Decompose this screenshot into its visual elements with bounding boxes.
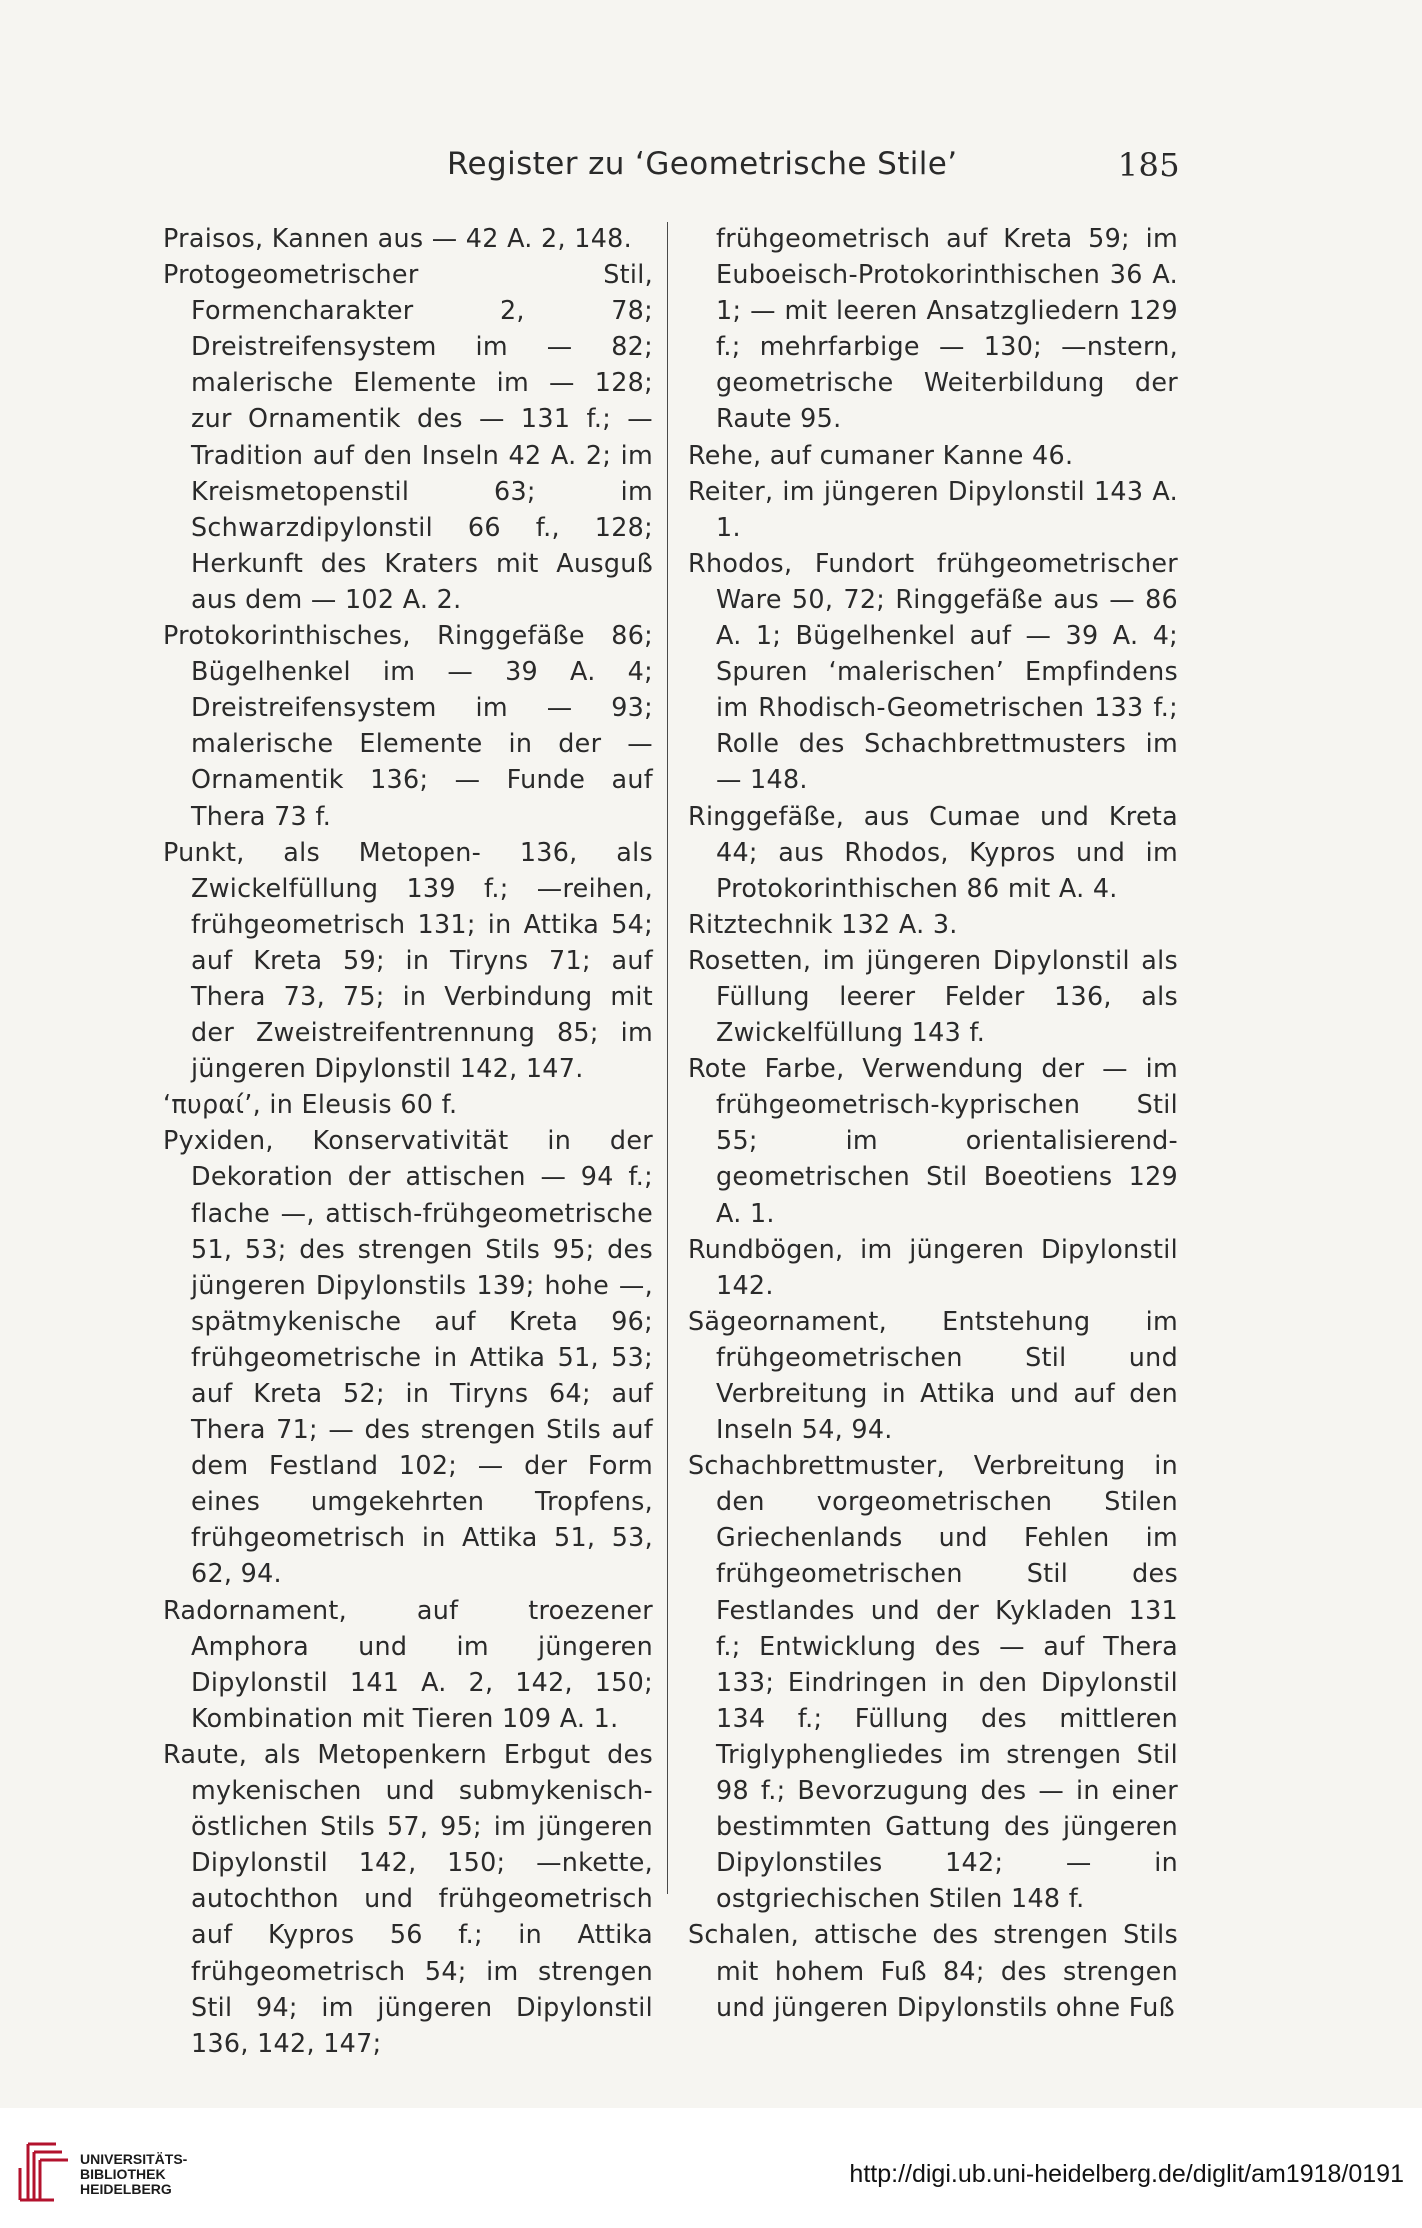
index-entry: Rote Farbe, Verwendung der — im frühgeometrisch-kyprischen Stil 55; im orientalisierend-geometrischen Stil Boeotiens 129 A. 1. bbox=[688, 1053, 1178, 1228]
digitization-footer bbox=[0, 2108, 1422, 2228]
index-entry: Sägeornament, Entstehung im frühgeometrischen Stil und Verbreitung in Attika und auf den Inseln 54, 94. bbox=[688, 1305, 1178, 1445]
index-entry: Raute, als Metopenkern Erbgut des mykenischen und submykenisch-östlichen Stils 57, 95; im jüngeren Dipylonstil 142, 150; —nkette, autochthon und frühgeometrisch auf Kypros 56 f.; in Attika frühgeometrisch 54; im strengen Stil 94; im jüngeren Dipylonstil 136, 142, 147; bbox=[163, 1738, 653, 2058]
library-name-line: HEIDELBERG bbox=[80, 2181, 172, 2197]
index-entry: Protokorinthisches, Ringgefäße 86; Bügelhenkel im — 39 A. 4; Dreistreifensystem im — 93; malerische Elemente in der — Ornamentik 136; — Funde auf Thera 73 f. bbox=[163, 620, 653, 831]
library-name bbox=[80, 2152, 187, 2197]
index-entry: Protogeometrischer Stil, Formencharakter 2, 78; Dreistreifensystem im — 82; malerische Elemente im — 128; zur Ornamentik des — 131 f.; — Tradition auf den Inseln 42 A. 2; im Kreismetopenstil 63; im Schwarzdipylonstil 66 f., 128; Herkunft des Kraters mit Ausguß aus dem — 102 A. 2. bbox=[163, 259, 653, 614]
index-entry: ‘πυραί’, in Eleusis 60 f. bbox=[163, 1089, 458, 1120]
index-entry: Schachbrettmuster, Verbreitung in den vorgeometrischen Stilen Griechenlands und Fehlen im frühgeometrischen Stil des Festlandes und der Kykladen 131 f.; Entwicklung des — auf Thera 133; Eindringen in den Dipylonstil 134 f.; Füllung des mittleren Triglyphengliedes im strengen Stil 98 f.; Bevorzugung des — in einer bestimmten Gattung des jüngeren Dipylonstiles 142; — in ostgriechischen Stilen 148 f. bbox=[688, 1450, 1178, 1914]
library-name-line: BIBLIOTHEK bbox=[80, 2166, 166, 2182]
right-column bbox=[688, 220, 1178, 2025]
left-column bbox=[163, 220, 653, 2061]
page-number: 185 bbox=[1117, 146, 1180, 184]
source-url[interactable]: http://digi.ub.uni-heidelberg.de/diglit/am1918/0191 bbox=[849, 2160, 1404, 2188]
index-entry-continued: frühgeometrisch auf Kreta 59; im Euboeisch-Protokorinthischen 36 A. 1; — mit leeren Ansatzgliedern 129 f.; mehrfarbige — 130; —nstern, geometrische Weiterbildung der Raute 95. bbox=[716, 223, 1178, 434]
index-entry: Rundbögen, im jüngeren Dipylonstil 142. bbox=[688, 1233, 1178, 1300]
index-entry: Ringgefäße, aus Cumae und Kreta 44; aus Rhodos, Kypros und im Protokorinthischen 86 mit A. 4. bbox=[688, 800, 1178, 903]
index-entry: Punkt, als Metopen- 136, als Zwickelfüllung 139 f.; —reihen, frühgeometrisch 131; in Attika 54; auf Kreta 59; in Tiryns 71; auf Thera 73, 75; in Verbindung mit der Zweistreifentrennung 85; im jüngeren Dipylonstil 142, 147. bbox=[163, 836, 653, 1084]
running-header bbox=[160, 146, 1190, 186]
column-divider bbox=[667, 222, 668, 1894]
index-entry: Ritztechnik 132 A. 3. bbox=[688, 908, 958, 939]
university-library-logo-icon bbox=[14, 2138, 70, 2206]
library-name-line: UNIVERSITÄTS- bbox=[80, 2151, 188, 2167]
index-entry: Radornament, auf troezener Amphora und im jüngeren Dipylonstil 141 A. 2, 142, 150; Kombination mit Tieren 109 A. 1. bbox=[163, 1594, 653, 1733]
running-title: Register zu ‘Geometrische Stile’ bbox=[447, 146, 958, 182]
index-entry: Schalen, attische des strengen Stils mit hohem Fuß 84; des strengen und jüngeren Dipylonstils ohne Fuß bbox=[688, 1919, 1178, 2022]
index-entry: Rhodos, Fundort frühgeometrischer Ware 50, 72; Ringgefäße aus — 86 A. 1; Bügelhenkel auf — 39 A. 4; Spuren ‘malerischen’ Empfindens im Rhodisch-Geometrischen 133 f.; Rolle des Schachbrettmusters im — 148. bbox=[688, 547, 1178, 795]
index-entry: Pyxiden, Konservativität in der Dekoration der attischen — 94 f.; flache —, attisch-frühgeometrische 51, 53; des strengen Stils 95; des jüngeren Dipylonstils 139; hohe —, spätmykenische auf Kreta 96; frühgeometrische in Attika 51, 53; auf Kreta 52; in Tiryns 64; auf Thera 71; — des strengen Stils auf dem Festland 102; — der Form eines umgekehrten Tropfens, frühgeometrisch in Attika 51, 53, 62, 94. bbox=[163, 1125, 653, 1589]
index-entry: Reiter, im jüngeren Dipylonstil 143 A. 1. bbox=[688, 475, 1178, 542]
index-entry: Rosetten, im jüngeren Dipylonstil als Füllung leerer Felder 136, als Zwickelfüllung 143 f. bbox=[688, 944, 1178, 1048]
index-entry: Rehe, auf cumaner Kanne 46. bbox=[688, 439, 1074, 470]
index-entry: Praisos, Kannen aus — 42 A. 2, 148. bbox=[163, 223, 632, 253]
